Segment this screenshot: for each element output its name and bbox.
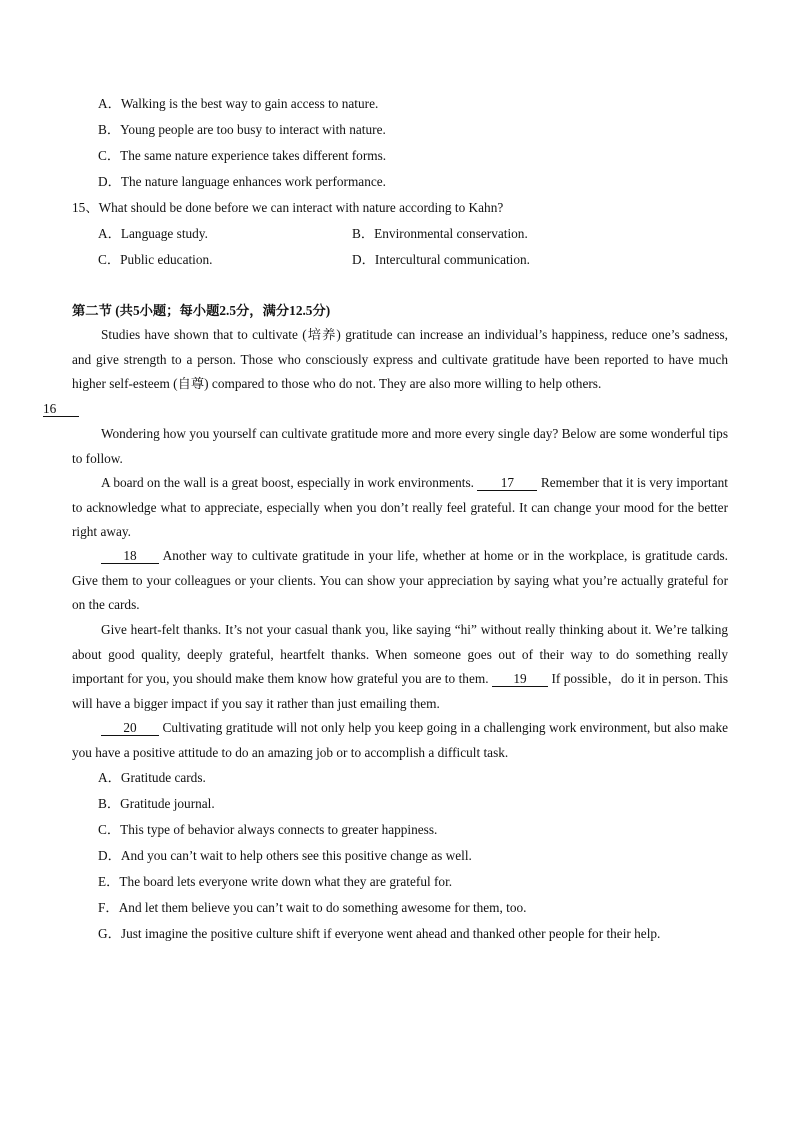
prev-option-a: A．Walking is the best way to gain access to nature. [98,96,379,111]
answer-option-a: A．Gratitude cards. [98,770,206,785]
question-15-stem: 15、What should be done before we can interact with nature according to Kahn? [72,200,504,215]
blank-20: 20 [101,720,159,736]
passage-paragraph-6 [72,716,728,765]
question-15-option-c: C．Public education. [98,252,213,267]
prev-option-d: D．The nature language enhances work performance. [98,174,386,189]
paragraph-6-text: Cultivating gratitude will not only help you keep going in a challenging work environment, but also make you have a positive attitude to do an amazing job or to accomplish a difficult task. [72,720,729,760]
answer-option-g: G．Just imagine the positive culture shift if everyone went ahead and thanked other people for their help. [98,926,661,941]
answer-option-c: C．This type of behavior always connects to greater happiness. [98,822,438,837]
blank-16: 16 [43,401,79,417]
question-15-option-b: B．Environmental conservation. [352,226,528,241]
blank-18: 18 [101,548,159,564]
question-15-option-d: D．Intercultural communication. [352,252,530,267]
paragraph-3-text-a: A board on the wall is a great boost, especially in work environments. [101,475,474,490]
passage-paragraph-2: Wondering how you yourself can cultivate gratitude more and more every single day? Below are some wonderful tips to follow. [72,426,728,466]
answer-option-b: B．Gratitude journal. [98,796,215,811]
paragraph-1-text: Studies have shown that to cultivate (培养) gratitude can increase an individual’s happiness, reduce one’s sadness, and give strength to a person. Those who consciously express and cultivate gratitude have been reported to have much higher self-esteem (自尊) compared to those who do not. They are also more willing to help others. [72,327,728,391]
section-heading: 第二节 (共5小题；每小题2.5分，满分12.5分) [72,303,331,318]
paragraph-5-text-a: Give heart-felt thanks. It’s not your casual thank you, like saying “hi” without really thinking about it. We’re talking about good quality, deeply grateful, heartfelt thanks. When someone goes out of their way to do something really important for you, you should make them know how grateful you are to them. [72,622,728,686]
passage-paragraph-3 [72,471,728,545]
answer-option-e: E．The board lets everyone write down what they are grateful for. [98,874,453,889]
blank-19: 19 [492,671,548,687]
paragraph-5-text-b: If possible，do it in person. This will have a bigger impact if you say it rather than just emailing them. [72,671,729,711]
passage-paragraph-4 [72,544,728,618]
passage-paragraph-1 [43,323,728,421]
passage-paragraph-5 [72,618,728,716]
paragraph-4-text: Another way to cultivate gratitude in your life, whether at home or in the workplace, is gratitude cards. Give them to your colleagues or your clients. You can show your appreciation by saying what you’re actually grateful for on the cards. [72,548,729,612]
question-15-option-a: A．Language study. [98,226,208,241]
paragraph-3-text-b: Remember that it is very important to acknowledge what to appreciate, especially when you don’t really feel grateful. It can change your mood for the better right away. [72,475,728,539]
answer-option-d: D．And you can’t wait to help others see this positive change as well. [98,848,472,863]
prev-option-c: C．The same nature experience takes different forms. [98,148,387,163]
prev-option-b: B．Young people are too busy to interact with nature. [98,122,386,137]
blank-17: 17 [477,475,537,491]
answer-option-f: F．And let them believe you can’t wait to do something awesome for them, too. [98,900,527,915]
